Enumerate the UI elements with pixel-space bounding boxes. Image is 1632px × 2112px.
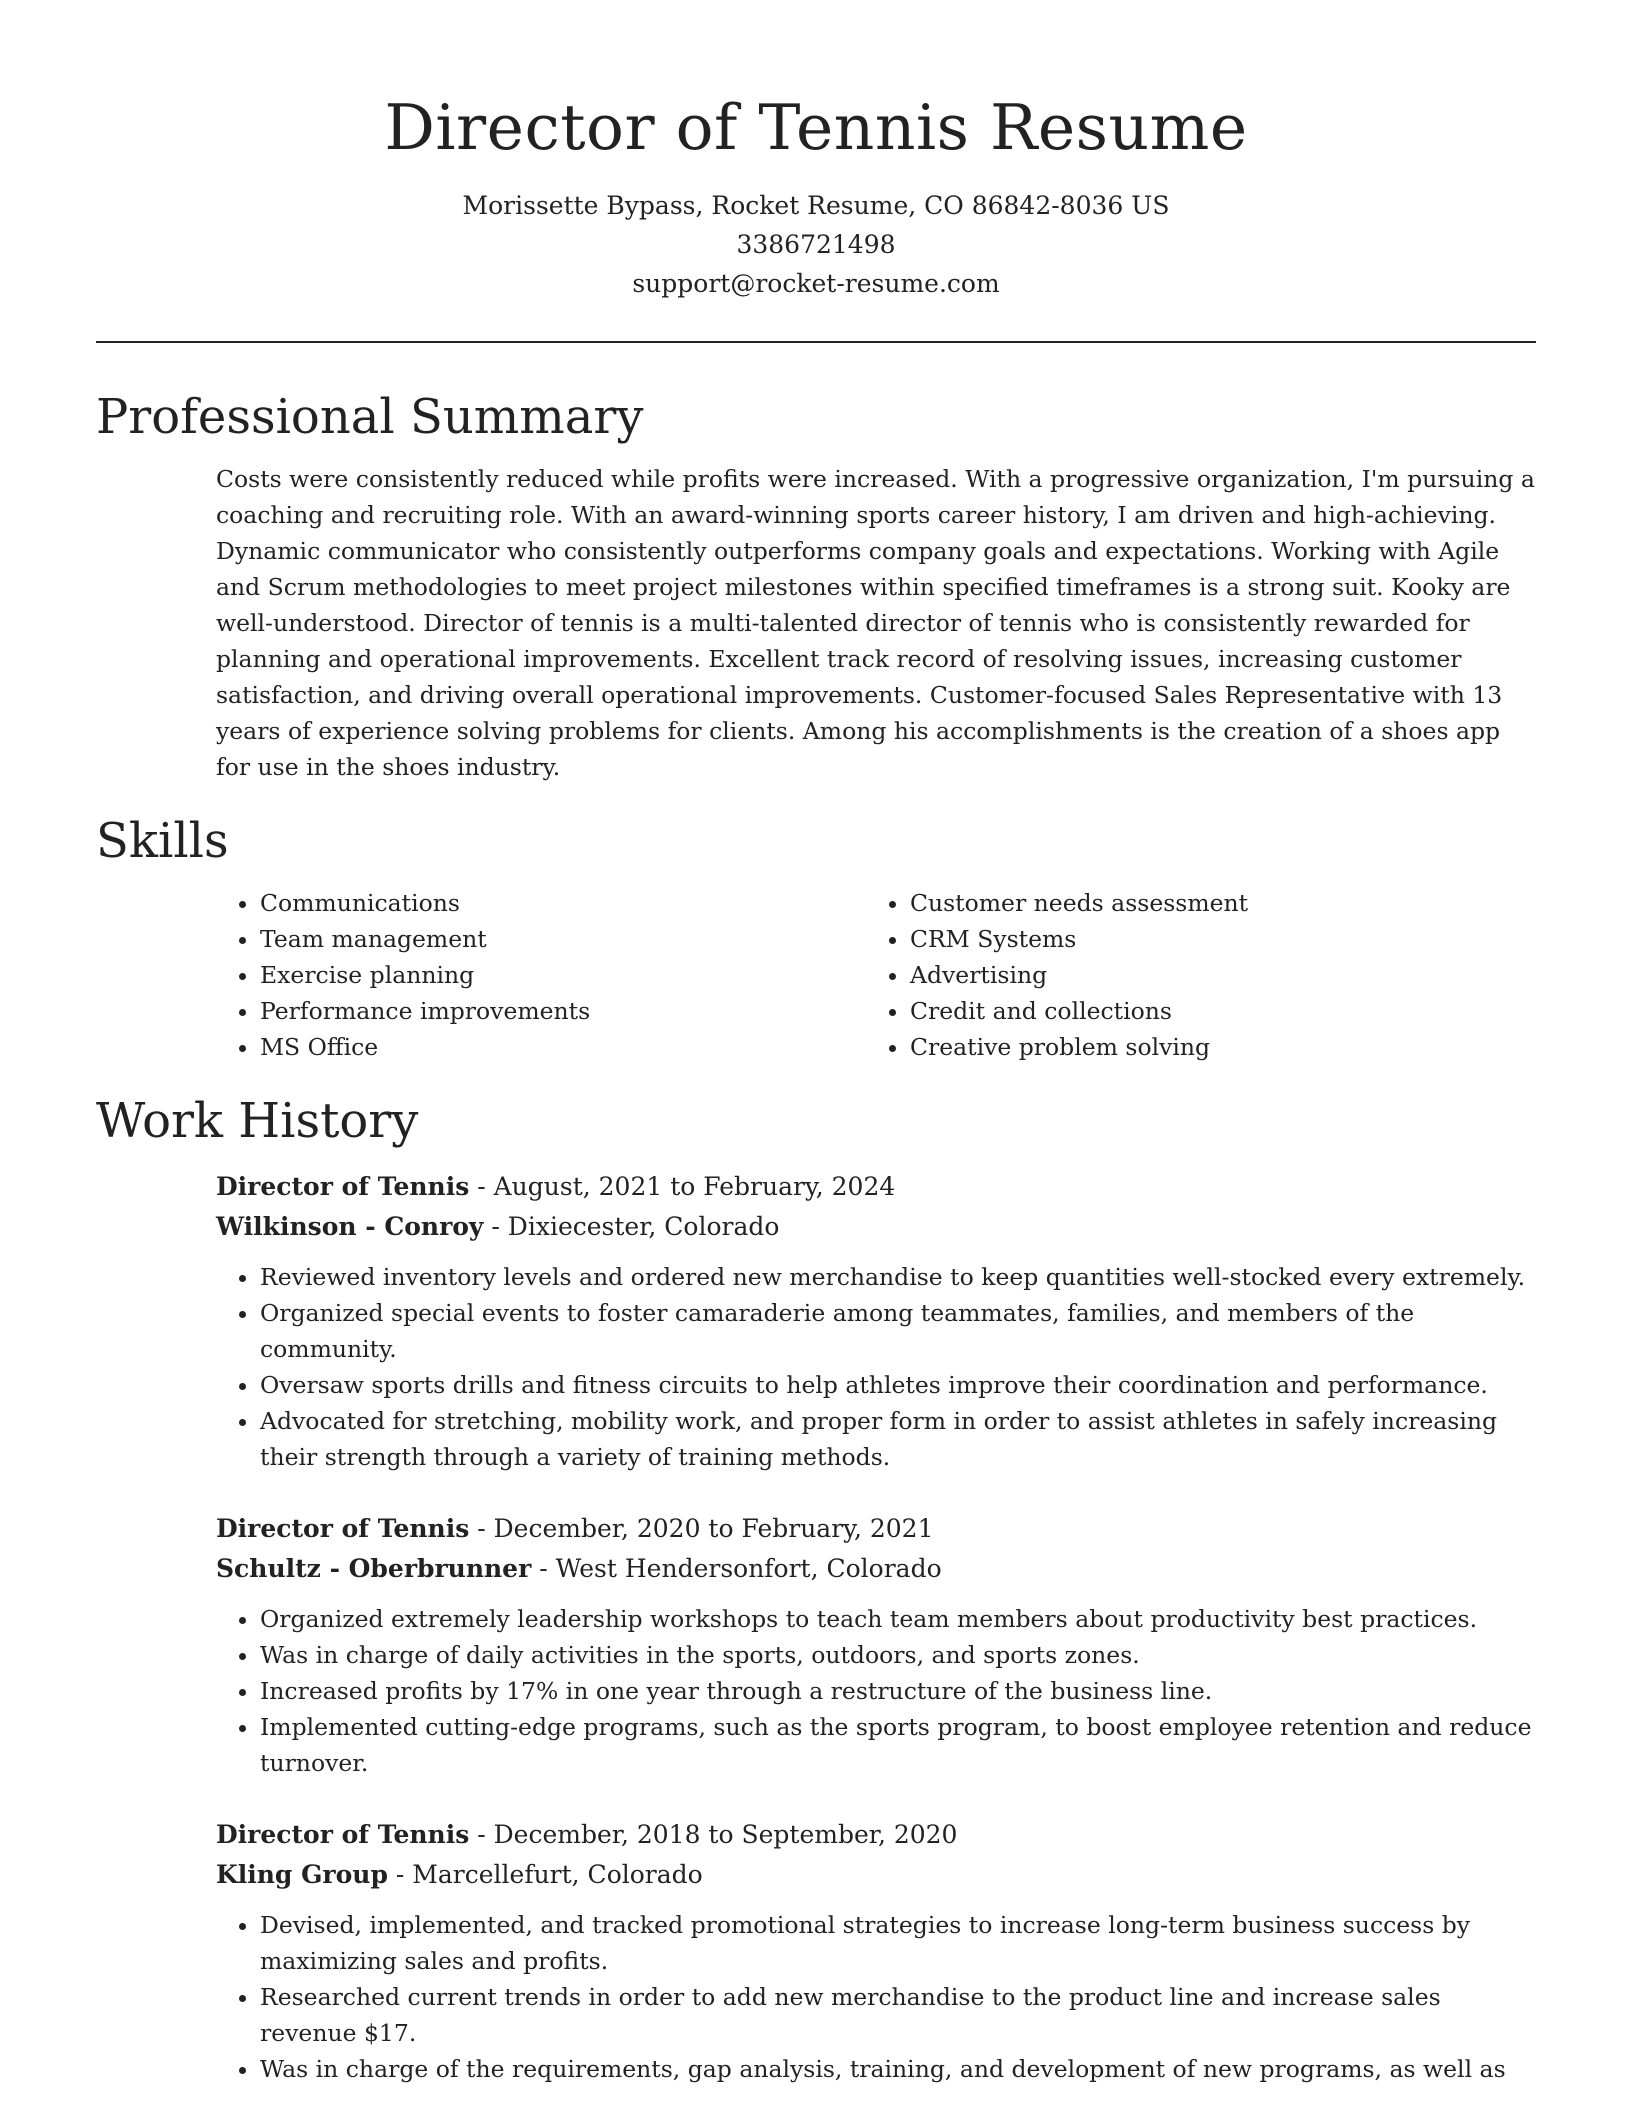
job-location: - West Hendersonfort, Colorado (531, 1554, 942, 1583)
header-divider (96, 341, 1536, 343)
job-role: Director of Tennis (216, 1514, 470, 1543)
job-role: Director of Tennis (216, 1820, 470, 1849)
job-company: Schultz - Oberbrunner (216, 1554, 532, 1583)
contact-info (96, 186, 1536, 303)
job-role: Director of Tennis (216, 1172, 470, 1201)
job-bullet: • Organized special events to foster camaraderie among teammates, families, and members of the community. (260, 1295, 1536, 1367)
job-bullet: • Was in charge of the requirements, gap analysis, training, and development of new programs, as well as (260, 2051, 1536, 2087)
summary-text: Costs were consistently reduced while profits were increased. With a progressive organization, I'm pursuing a coaching and recruiting role. With an award-winning sports career history, I am driven and high-achieving. Dynamic communicator who consistently outperforms company goals and expectations. Working with Agile and Scrum methodologies to meet project milestones within specified timeframes is a strong suit. Kooky are well-understood. Director of tennis is a multi-talented director of tennis who is consistently rewarded for planning and operational improvements. Excellent track record of resolving issues, increasing customer satisfaction, and driving overall operational improvements. Customer-focused Sales Representative with 13 years of experience solving problems for clients. Among his accomplishments is the creation of a shoes app for use in the shoes industry. (216, 465, 1535, 781)
skills-heading: Skills (96, 813, 229, 869)
job-bullet: • Was in charge of daily activities in the sports, outdoors, and sports zones. (260, 1637, 1536, 1673)
job-dates: - December, 2020 to February, 2021 (469, 1514, 934, 1543)
skill-item: • Communications (260, 885, 866, 921)
skills-column-left (216, 885, 866, 1065)
work-history-heading: Work History (96, 1093, 419, 1149)
job-title-line (216, 1815, 1536, 1855)
job-bullet: • Devised, implemented, and tracked promotional strategies to increase long-term business success by maximizing sales and profits. (260, 1907, 1536, 1979)
job-company-line (216, 1207, 1536, 1247)
job-bullet: • Organized extremely leadership workshops to teach team members about productivity best practices. (260, 1601, 1536, 1637)
skill-item: • CRM Systems (910, 921, 1516, 957)
skill-item: • MS Office (260, 1029, 866, 1065)
job-dates: - August, 2021 to February, 2024 (469, 1172, 896, 1201)
skill-item: • Performance improvements (260, 993, 866, 1029)
skills-list (216, 885, 1536, 1065)
summary-heading: Professional Summary (96, 389, 644, 445)
job-company: Wilkinson - Conroy (216, 1212, 484, 1241)
email: support@rocket-resume.com (632, 269, 1000, 298)
skill-item: • Credit and collections (910, 993, 1516, 1029)
job-title-line (216, 1509, 1536, 1549)
job-bullet: • Implemented cutting-edge programs, such as the sports program, to boost employee retention and reduce turnover. (260, 1709, 1536, 1781)
job-bullets (216, 1259, 1536, 1475)
skill-item: • Customer needs assessment (910, 885, 1516, 921)
job-dates: - December, 2018 to September, 2020 (469, 1820, 958, 1849)
job-location: - Marcellefurt, Colorado (387, 1860, 703, 1889)
resume-header (96, 0, 1536, 303)
job-bullets (216, 1601, 1536, 1781)
job-company-line (216, 1549, 1536, 1589)
skill-item: • Team management (260, 921, 866, 957)
skill-item: • Exercise planning (260, 957, 866, 993)
resume-title: Director of Tennis Resume (384, 91, 1248, 164)
job-title-line (216, 1167, 1536, 1207)
job-bullet: • Reviewed inventory levels and ordered new merchandise to keep quantities well-stocked every extremely. (260, 1259, 1536, 1295)
job-entry (216, 1509, 1536, 1781)
job-location: - Dixiecester, Colorado (483, 1212, 780, 1241)
job-bullet: • Oversaw sports drills and fitness circuits to help athletes improve their coordination and performance. (260, 1367, 1536, 1403)
job-entry (216, 1167, 1536, 1475)
skills-column-right (866, 885, 1516, 1065)
job-company-line (216, 1855, 1536, 1895)
job-company: Kling Group (216, 1860, 388, 1889)
skill-item: • Creative problem solving (910, 1029, 1516, 1065)
job-bullet: • Advocated for stretching, mobility work, and proper form in order to assist athletes in safely increasing their strength through a variety of training methods. (260, 1403, 1536, 1475)
job-bullet: • Researched current trends in order to add new merchandise to the product line and increase sales revenue $17. (260, 1979, 1536, 2051)
skill-item: • Advertising (910, 957, 1516, 993)
phone: 3386721498 (736, 230, 896, 259)
job-bullet: • Increased profits by 17% in one year through a restructure of the business line. (260, 1673, 1536, 1709)
address: Morissette Bypass, Rocket Resume, CO 86842-8036 US (462, 191, 1170, 220)
job-bullets (216, 1907, 1536, 2087)
job-entry (216, 1815, 1536, 2087)
